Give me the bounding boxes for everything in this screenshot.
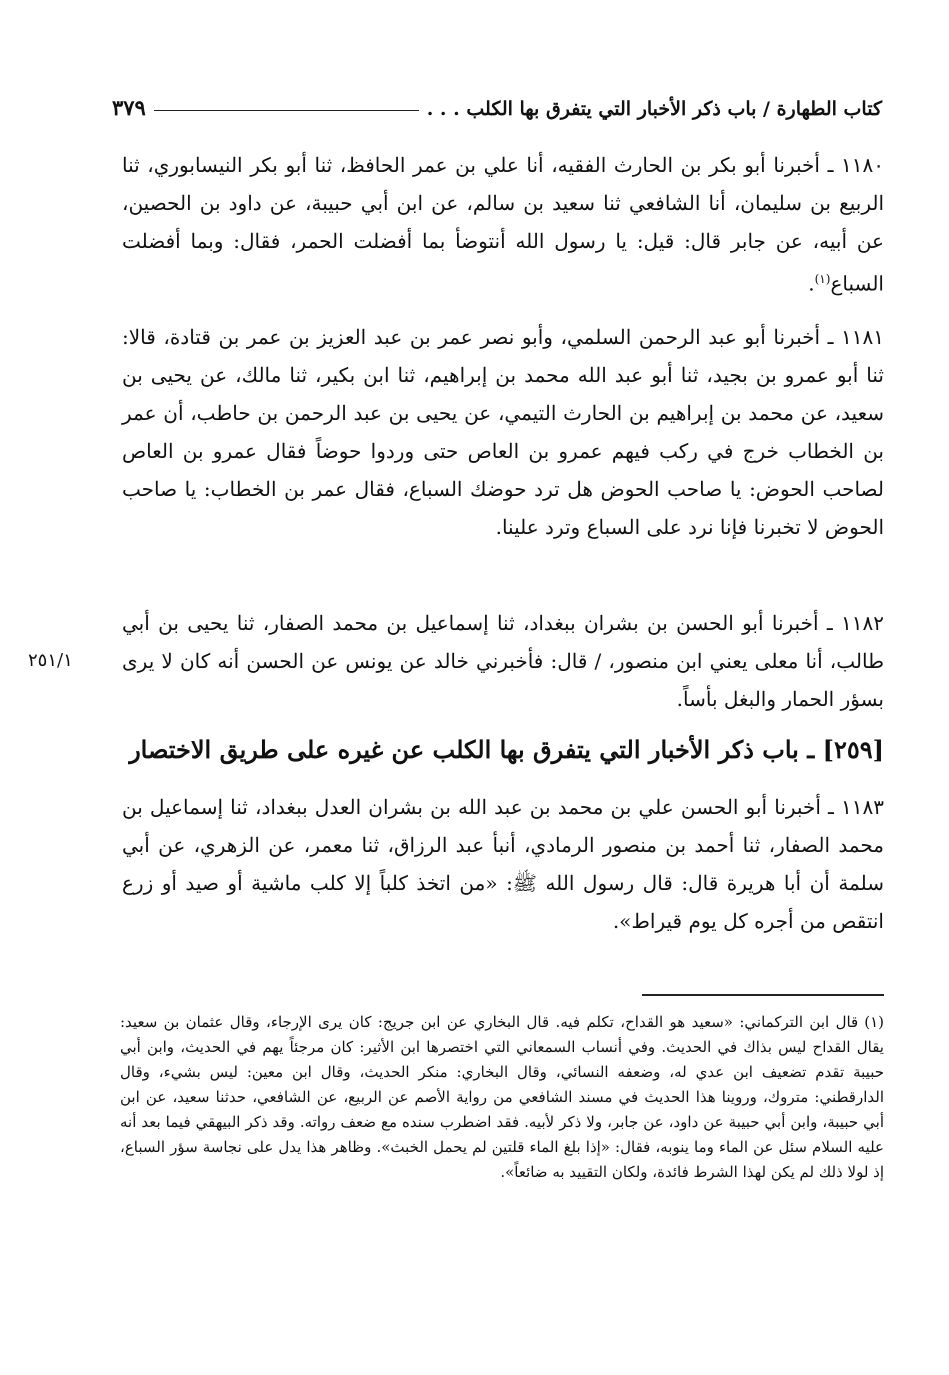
footnote-ref-1: (١) [814, 272, 831, 286]
footnote-separator [642, 994, 884, 996]
hadith-1181: ١١٨١ ـ أخبرنا أبو عبد الرحمن السلمي، وأبو نصر عمر بن عبد العزيز بن عمر بن قتادة، قالا: ثنا أبو عمرو بن بجيد، ثنا أبو عبد الله محمد بن إبراهيم، ثنا ابن بكير، ثنا مالك، عن يحيى بن سعيد، عن محمد بن إبراهيم بن الحارث التيمي، عن يحيى بن عبد الرحمن بن حاطب، أن عمر بن الخطاب خرج في ركب فيهم عمرو بن العاص حتى وردوا حوضاً فقال عمرو بن العاص لصاحب الحوض: يا صاحب الحوض هل ترد حوضك السباع، فقال عمر بن الخطاب: يا صاحب الحوض لا تخبرنا فإنا نرد على السباع وترد علينا. [122, 325, 884, 539]
section-heading: [٢٥٩] ـ باب ذكر الأخبار التي يتفرق بها الكلب عن غيره على طريق الاختصار [129, 735, 884, 764]
hadith-1182: ١١٨٢ ـ أخبرنا أبو الحسن بن بشران ببغداد، ثنا إسماعيل بن محمد الصفار، ثنا يحيى بن أبي طالب، أنا معلى يعني ابن منصور، / قال: فأخبرني خالد عن يونس عن الحسن أنه كان لا يرى بسؤر الحمار والبغل بأساً. [122, 611, 884, 711]
hadith-1180 [122, 146, 884, 303]
header-rule [154, 110, 419, 111]
footnote-number: (١) [864, 1013, 884, 1031]
running-header [112, 86, 882, 120]
hadith-1183: ١١٨٣ ـ أخبرنا أبو الحسن علي بن محمد بن عبد الله بن بشران العدل ببغداد، ثنا إسماعيل بن محمد الصفار، ثنا أحمد بن منصور الرمادي، أنبأ عبد الرزاق، ثنا معمر، عن الزهري، عن أبي سلمة أن أبا هريرة قال: قال رسول الله ﷺ: «من اتخذ كلباً إلا كلب ماشية أو صيد أو زرع انتقص من أجره كل يوم قيراط». [122, 795, 884, 933]
hadith-1180-text: ١١٨٠ ـ أخبرنا أبو بكر بن الحارث الفقيه، أنا علي بن عمر الحافظ، ثنا أبو بكر النيسابوري، ثنا الربيع بن سليمان، أنا الشافعي ثنا سعيد بن سالم، عن ابن أبي حبيبة، عن داود بن الحصين، عن أبيه، عن جابر قال: قيل: يا رسول الله أنتوضأ بما أفضلت الحمر، فقال: وبما أفضلت السباع [122, 153, 884, 296]
footnote-1 [120, 1010, 884, 1185]
footnote-text: قال ابن التركماني: «سعيد هو القداح، تكلم فيه. قال البخاري عن ابن جريج: كان يرى الإرجاء، وقال عثمان بن سعيد: يقال القداح ليس بذاك في الحديث. وفي أنساب السمعاني التي اختصرها ابن الأثير: كان مرجئاً يهم في الحديث، وابن أبي حبيبة تقدم تضعيف ابن عدي له، وضعفه النسائي، وقال البخاري: منكر الحديث، وقال ابن معين: ليس بشيء، وقال الدارقطني: متروك، وروينا هذا الحديث في مسند الشافعي من رواية الأصم عن الربيع، عن الشافعي، حدثنا سعيد، عن ابن أبي حبيبة، وابن أبي حبيبة عن داود، عن جابر، ولا ذكر لأبيه. فقد اضطرب سنده مع ضعف رواته. وقد ذكر البيهقي فيما بعد أنه عليه السلام سئل عن الماء وما ينوبه، فقال: «إذا بلغ الماء قلتين لم يحمل الخبث». وظاهر هذا يدل على نجاسة سؤر السباع، إذ لولا ذلك لم يكن لهذا الشرط فائدة، ولكان التقييد به ضائعاً». [120, 1013, 884, 1181]
hadith-1180-end: . [808, 271, 815, 296]
page-number: ٣٧٩ [112, 95, 146, 120]
margin-volume-reference: ٢٥١/١ [28, 650, 73, 671]
running-title: كتاب الطهارة / باب ذكر الأخبار التي يتفرق بها الكلب . . . [426, 98, 882, 120]
